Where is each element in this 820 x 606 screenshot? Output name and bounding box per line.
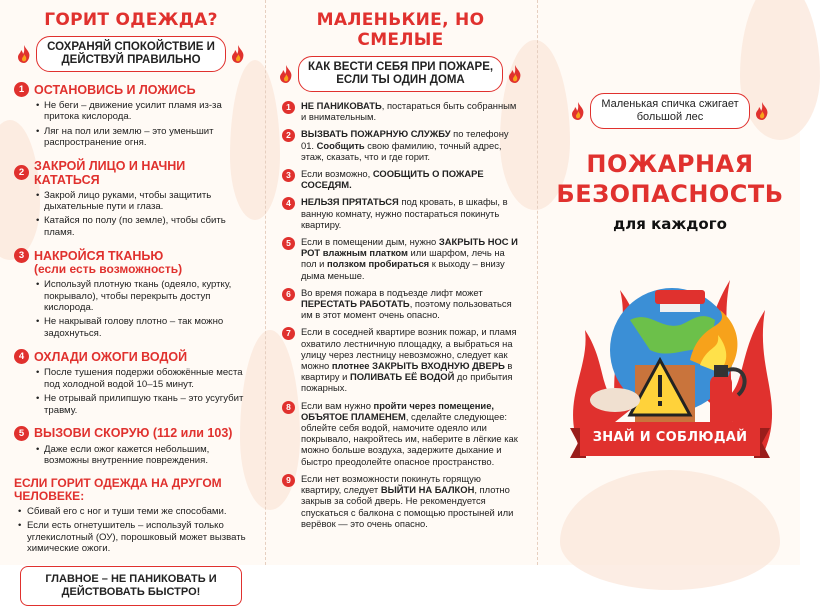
subtitle-pill	[36, 36, 226, 72]
step-text: Если возможно, СООБЩИТЬ О ПОЖАРЕ СОСЕДЯМ.	[301, 168, 484, 191]
step-item	[282, 236, 519, 281]
step-text: НЕ ПАНИКОВАТЬ, постараться быть собранным и внимательным.	[301, 100, 517, 123]
cover-title-line1: ПОЖАРНАЯ	[586, 150, 754, 178]
step-text: НЕЛЬЗЯ ПРЯТАТЬСЯ под кровать, в шкафы, в ванную комнату, нужно постараться покинуть квартиру.	[301, 196, 508, 230]
subtitle-text: СОХРАНЯЙ СПОКОЙСТВИЕ И ДЕЙСТВУЙ ПРАВИЛЬНО	[47, 41, 215, 66]
list-item: • Закрой лицо руками, чтобы защитить дыхательные пути и глаза.	[36, 190, 248, 213]
step-number: 4	[14, 349, 29, 364]
section-subtitle: (если есть возможность)	[34, 262, 183, 277]
section-2	[14, 159, 248, 239]
panel-divider	[265, 0, 266, 565]
step-text: Если в соседней квартире возник пожар, и пламя охватило лестничную площадку, а выбраться на улицу через лестницу невозможно, следует как можно плотнее ЗАКРЫТЬ ВХОДНУЮ ДВЕРЬ в квартиру и ПОЛИВАТЬ ЕЁ ВОДОЙ до прибытия пожарных.	[301, 326, 517, 394]
main-rule-box: ГЛАВНОЕ – НЕ ПАНИКОВАТЬ И ДЕЙСТВОВАТЬ БЫСТРО!	[20, 566, 242, 606]
step-number: 3	[282, 169, 295, 182]
section-title: НАКРОЙСЯ ТКАНЬЮ	[34, 248, 164, 263]
step-text: Если нет возможности покинуть горящую квартиру, следует ВЫЙТИ НА БАЛКОН, плотно закрыв за собой дверь. Не рекомендуется спускаться с балкона с помощью простыней или верёвок — это очень опасно.	[301, 472, 514, 529]
step-item	[282, 196, 519, 230]
step-number: 2	[282, 129, 295, 142]
step-number: 9	[282, 474, 295, 487]
section-title: ОХЛАДИ ОЖОГИ ВОДОЙ	[34, 349, 188, 364]
step-number: 5	[282, 237, 295, 250]
panel-clothes-fire	[0, 0, 262, 599]
panel-cover	[540, 0, 800, 565]
list-item: • Не накрывай голову плотно – так можно задохнуться.	[36, 316, 248, 339]
step-number: 2	[14, 165, 29, 180]
list-item: • Не беги – движение усилит пламя из-за притока кислорода.	[36, 100, 248, 123]
step-item	[282, 473, 519, 529]
list-item: • Катайся по полу (по земле), чтобы сбить пламя.	[36, 215, 248, 238]
banner-text: ЗНАЙ И СОБЛЮДАЙ	[592, 430, 748, 445]
step-number: 6	[282, 288, 295, 301]
list-item: • Даже если ожог кажется небольшим, возможны внутренние повреждения.	[36, 444, 248, 467]
flame-icon	[231, 45, 245, 63]
slogan-text: Маленькая спичка сжигает большой лес	[601, 98, 739, 123]
step-item	[282, 128, 519, 162]
step-item	[282, 168, 519, 190]
flame-icon	[17, 45, 31, 63]
flame-icon	[571, 102, 585, 120]
panel-title: ГОРИТ ОДЕЖДА?	[44, 10, 218, 30]
flame-icon	[279, 65, 293, 83]
list-item: • Используй плотную ткань (одеяло, куртку, покрывало), чтобы перекрыть доступ кислорода.	[36, 279, 248, 313]
step-item	[282, 287, 519, 321]
cover-title-line2: БЕЗОПАСНОСТЬ	[556, 180, 784, 208]
panel-alone-at-home	[268, 0, 533, 565]
step-text: Если вам нужно пройти через помещение, ОБЪЯТОЕ ПЛАМЕНЕМ, сделайте следующее: облейте себя водой, намочите одеяло или покрывало, накройтесь им, наберите в лёгкие как можно больше воздуха, задержите дыхание и быстро преодолейте опасное пространство.	[301, 399, 518, 467]
step-item	[282, 326, 519, 393]
subtitle-pill	[298, 56, 503, 92]
step-number: 3	[14, 248, 29, 263]
step-number: 1	[14, 82, 29, 97]
list-item: • Не отрывай прилипшую ткань – это усугубит травму.	[36, 393, 248, 416]
section-4	[14, 349, 248, 416]
section-1	[14, 82, 248, 149]
step-text: Во время пожара в подъезде лифт может ПЕРЕСТАТЬ РАБОТАТЬ, поэтому пользоваться им в этот момент очень опасно.	[301, 286, 512, 321]
list-item: • Ляг на пол или землю – это уменьшит распространение огня.	[36, 126, 248, 149]
step-text: Если в помещении дым, нужно ЗАКРЫТЬ НОС И РОТ влажным платком или шарфом, лечь на пол и ползком пробираться к выходу – внизу дыма меньше.	[301, 236, 518, 281]
subtitle-text: КАК ВЕСТИ СЕБЯ ПРИ ПОЖАРЕ, ЕСЛИ ТЫ ОДИН ДОМА	[307, 61, 494, 86]
step-number: 1	[282, 101, 295, 114]
step-number: 7	[282, 327, 295, 340]
section-title: ОСТАНОВИСЬ И ЛОЖИСЬ	[34, 82, 196, 97]
list-item: • После тушения подержи обожжённые места под холодной водой 10–15 минут.	[36, 367, 248, 390]
other-person-title: ЕСЛИ ГОРИТ ОДЕЖДА НА ДРУГОМ ЧЕЛОВЕКЕ:	[14, 475, 222, 503]
section-title: ВЫЗОВИ СКОРУЮ (112 или 103)	[34, 426, 233, 441]
flame-icon	[755, 102, 769, 120]
step-item	[282, 100, 519, 122]
section-3	[14, 248, 248, 339]
list-item: • Сбивай его с ног и туши теми же способами.	[18, 506, 248, 517]
step-text: ВЫЗВАТЬ ПОЖАРНУЮ СЛУЖБУ по телефону 01. Сообщить свою фамилию, точный адрес, этаж, сказать, что и где горит.	[301, 128, 509, 162]
panel-title: МАЛЕНЬКИЕ, НО СМЕЛЫЕ	[316, 10, 485, 50]
flame-icon	[508, 65, 522, 83]
section-5	[14, 426, 248, 467]
steps-list	[282, 100, 519, 529]
panel-divider	[537, 0, 538, 565]
section-title: ЗАКРОЙ ЛИЦО И НАЧНИ КАТАТЬСЯ	[34, 158, 186, 187]
list-item: • Если есть огнетушитель – используй только углекислотный (ОУ), порошковый может вызвать химические ожоги.	[18, 520, 248, 554]
step-number: 4	[282, 197, 295, 210]
alarm-shape	[655, 290, 705, 304]
cover-subtitle: для каждого	[613, 215, 727, 233]
step-item	[282, 400, 519, 467]
step-number: 5	[14, 426, 29, 441]
step-number: 8	[282, 401, 295, 414]
slogan-pill	[590, 93, 750, 129]
